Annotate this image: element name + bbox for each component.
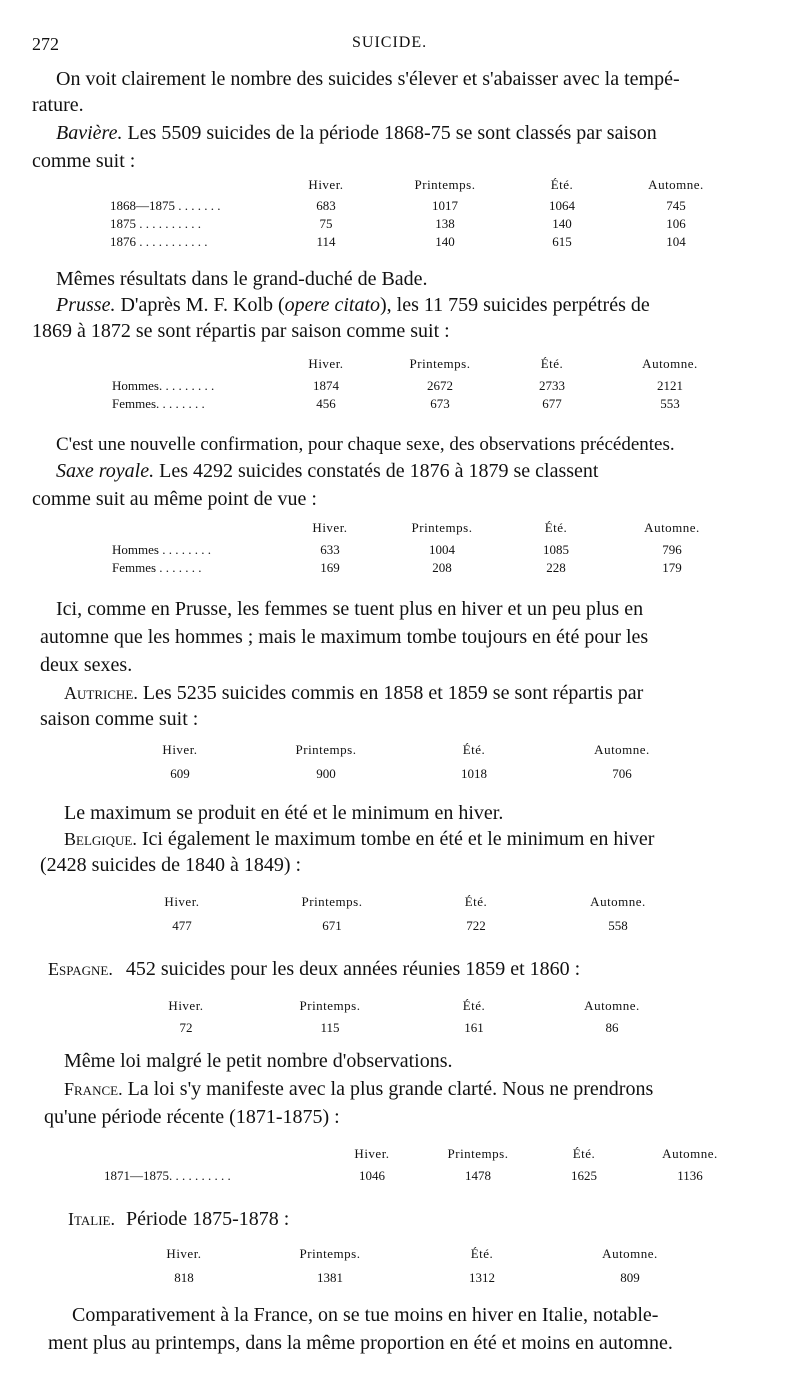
- cell: 745: [666, 198, 686, 213]
- cell: 140: [435, 234, 455, 249]
- cell: 1046: [359, 1168, 385, 1183]
- paragraph-text: D'après M. F. Kolb (: [120, 294, 285, 316]
- paragraph-line: 1869 à 1872 se sont répartis par saison comme suit :: [32, 320, 450, 342]
- section-italie: [68, 1206, 289, 1232]
- col-header-ete: Été.: [572, 1146, 596, 1161]
- cell: 179: [662, 560, 682, 575]
- section-france: [64, 1076, 653, 1102]
- cell: 140: [552, 216, 572, 231]
- section-espagne: [48, 956, 580, 982]
- cell: 114: [316, 234, 336, 249]
- col-header-printemps: Printemps.: [447, 1146, 509, 1161]
- col-header-hiver: Hiver.: [308, 177, 344, 192]
- paragraph-line: comme suit au même point de vue :: [32, 488, 317, 510]
- cell: 818: [174, 1270, 194, 1285]
- cell: 138: [435, 216, 455, 231]
- paragraph-line: saison comme suit :: [40, 708, 199, 730]
- paragraph-line: qu'une période récente (1871-1875) :: [44, 1106, 340, 1128]
- paragraph-line: C'est une nouvelle confirmation, pour chaque sexe, des observations précédentes.: [56, 434, 675, 455]
- row-label: Hommes . . . . . . . .: [112, 542, 211, 557]
- col-header-automne: Automne.: [584, 998, 640, 1013]
- section-label: Bavière.: [56, 122, 123, 144]
- cell: 1017: [432, 198, 458, 213]
- cell: 456: [316, 396, 336, 411]
- section-label: Prusse.: [56, 294, 116, 316]
- col-header-automne: Automne.: [662, 1146, 718, 1161]
- section-prusse: [56, 292, 650, 318]
- section-label: Espagne.: [48, 959, 113, 979]
- col-header-printemps: Printemps.: [414, 177, 476, 192]
- cell: 104: [666, 234, 686, 249]
- cell: 615: [552, 234, 572, 249]
- paragraph-line: deux sexes.: [40, 654, 133, 676]
- row-label: 1871—1875. . . . . . . . . .: [104, 1168, 231, 1183]
- row-label: Hommes. . . . . . . . .: [112, 378, 215, 393]
- cell: 1312: [469, 1270, 495, 1285]
- cell: 75: [319, 216, 333, 231]
- cell: 1004: [429, 542, 455, 557]
- cell: 72: [179, 1020, 193, 1035]
- paragraph-line: On voit clairement le nombre des suicides s'élever et s'abaisser avec la tempé-: [56, 68, 680, 90]
- section-label: France.: [64, 1079, 123, 1099]
- col-header-printemps: Printemps.: [409, 356, 471, 371]
- cell: 706: [612, 766, 632, 781]
- col-header-automne: Automne.: [594, 742, 650, 757]
- paragraph-line: rature.: [32, 94, 84, 116]
- paragraph-text: Ici également le maximum tombe en été et le minimum en hiver: [141, 828, 655, 850]
- paragraph-line: Ici, comme en Prusse, les femmes se tuent plus en hiver et un peu plus en: [56, 598, 644, 620]
- col-header-printemps: Printemps.: [411, 520, 473, 535]
- cell: 722: [466, 918, 486, 933]
- cell: 1625: [571, 1168, 597, 1183]
- cell: 228: [546, 560, 566, 575]
- cell: 106: [666, 216, 686, 231]
- cell: 796: [662, 542, 682, 557]
- col-header-hiver: Hiver.: [162, 742, 198, 757]
- col-header-ete: Été.: [550, 177, 574, 192]
- cell: 2121: [657, 378, 683, 393]
- cell: 900: [316, 766, 336, 781]
- col-header-ete: Été.: [462, 998, 486, 1013]
- cell: 161: [464, 1020, 484, 1035]
- col-header-printemps: Printemps.: [301, 894, 363, 909]
- paragraph-text: 452 suicides pour les deux années réunies 1859 et 1860 :: [125, 958, 581, 980]
- paragraph-line: Le maximum se produit en été et le minimum en hiver.: [64, 802, 504, 824]
- col-header-automne: Automne.: [648, 177, 704, 192]
- paragraph-text: Les 5509 suicides de la période 1868-75 se sont classés par saison: [127, 122, 657, 144]
- row-label: Femmes. . . . . . . .: [112, 396, 205, 411]
- paragraph-text: ), les 11 759 suicides perpétrés de: [380, 294, 650, 316]
- cell: 1874: [313, 378, 339, 393]
- row-label: 1876 . . . . . . . . . . .: [110, 234, 208, 249]
- paragraph-text: La loi s'y manifeste avec la plus grande clarté. Nous ne prendrons: [127, 1078, 654, 1100]
- row-label: 1868—1875 . . . . . . .: [110, 198, 221, 213]
- cell: 169: [320, 560, 340, 575]
- cell: 1381: [317, 1270, 343, 1285]
- cell: 477: [172, 918, 192, 933]
- col-header-automne: Automne.: [644, 520, 700, 535]
- paragraph-line: comme suit :: [32, 150, 136, 172]
- section-label: Saxe royale.: [56, 460, 155, 482]
- col-header-printemps: Printemps.: [295, 742, 357, 757]
- row-label: 1875 . . . . . . . . . .: [110, 216, 201, 231]
- cell: 683: [316, 198, 336, 213]
- paragraph-text: Les 5235 suicides commis en 1858 et 1859 se sont répartis par: [142, 682, 644, 704]
- paragraph-line: automne que les hommes ; mais le maximum tombe toujours en été pour les: [40, 626, 649, 648]
- cell: 86: [605, 1020, 619, 1035]
- cell: 633: [320, 542, 340, 557]
- page-number: 272: [32, 34, 59, 54]
- section-label: Belgique.: [64, 829, 137, 849]
- cell: 677: [542, 396, 562, 411]
- col-header-ete: Été.: [544, 520, 568, 535]
- section-autriche: [64, 680, 643, 706]
- cell: 1064: [549, 198, 575, 213]
- cell: 809: [620, 1270, 640, 1285]
- cell: 115: [320, 1020, 340, 1035]
- cell: 208: [432, 560, 452, 575]
- cell: 671: [322, 918, 342, 933]
- col-header-automne: Automne.: [642, 356, 698, 371]
- col-header-ete: Été.: [470, 1246, 494, 1261]
- cell: 553: [660, 396, 680, 411]
- col-header-hiver: Hiver.: [308, 356, 344, 371]
- cell: 2733: [539, 378, 565, 393]
- col-header-ete: Été.: [462, 742, 486, 757]
- cell: 673: [430, 396, 450, 411]
- running-title: SUICIDE.: [352, 34, 428, 51]
- cell: 1018: [461, 766, 487, 781]
- paragraph-line: Même loi malgré le petit nombre d'observations.: [64, 1050, 453, 1072]
- row-label: Femmes . . . . . . .: [112, 560, 202, 575]
- paragraph-line: Comparativement à la France, on se tue moins en hiver en Italie, notable-: [72, 1304, 659, 1326]
- col-header-hiver: Hiver.: [164, 894, 200, 909]
- section-belgique: [64, 826, 654, 852]
- col-header-hiver: Hiver.: [354, 1146, 390, 1161]
- section-label: Autriche.: [64, 683, 138, 703]
- paragraph-line: (2428 suicides de 1840 à 1849) :: [40, 854, 302, 876]
- cell: 609: [170, 766, 190, 781]
- col-header-printemps: Printemps.: [299, 998, 361, 1013]
- cell: 1085: [543, 542, 569, 557]
- col-header-automne: Automne.: [602, 1246, 658, 1261]
- cell: 1478: [465, 1168, 491, 1183]
- col-header-ete: Été.: [540, 356, 564, 371]
- section-baviere: [56, 120, 657, 146]
- cell: 558: [608, 918, 628, 933]
- paragraph-text: Les 4292 suicides constatés de 1876 à 1879 se classent: [159, 460, 599, 482]
- section-saxe: [56, 458, 598, 484]
- cell: 1136: [677, 1168, 703, 1183]
- cell: 2672: [427, 378, 453, 393]
- col-header-hiver: Hiver.: [166, 1246, 202, 1261]
- citation: opere citato: [284, 294, 381, 316]
- paragraph-text: Période 1875-1878 :: [126, 1208, 290, 1230]
- col-header-automne: Automne.: [590, 894, 646, 909]
- col-header-printemps: Printemps.: [299, 1246, 361, 1261]
- paragraph-line: ment plus au printemps, dans la même proportion en été et moins en automne.: [48, 1332, 673, 1354]
- col-header-hiver: Hiver.: [312, 520, 348, 535]
- section-label: Italie.: [68, 1209, 115, 1229]
- col-header-ete: Été.: [464, 894, 488, 909]
- col-header-hiver: Hiver.: [168, 998, 204, 1013]
- paragraph-line: Mêmes résultats dans le grand-duché de Bade.: [56, 268, 428, 290]
